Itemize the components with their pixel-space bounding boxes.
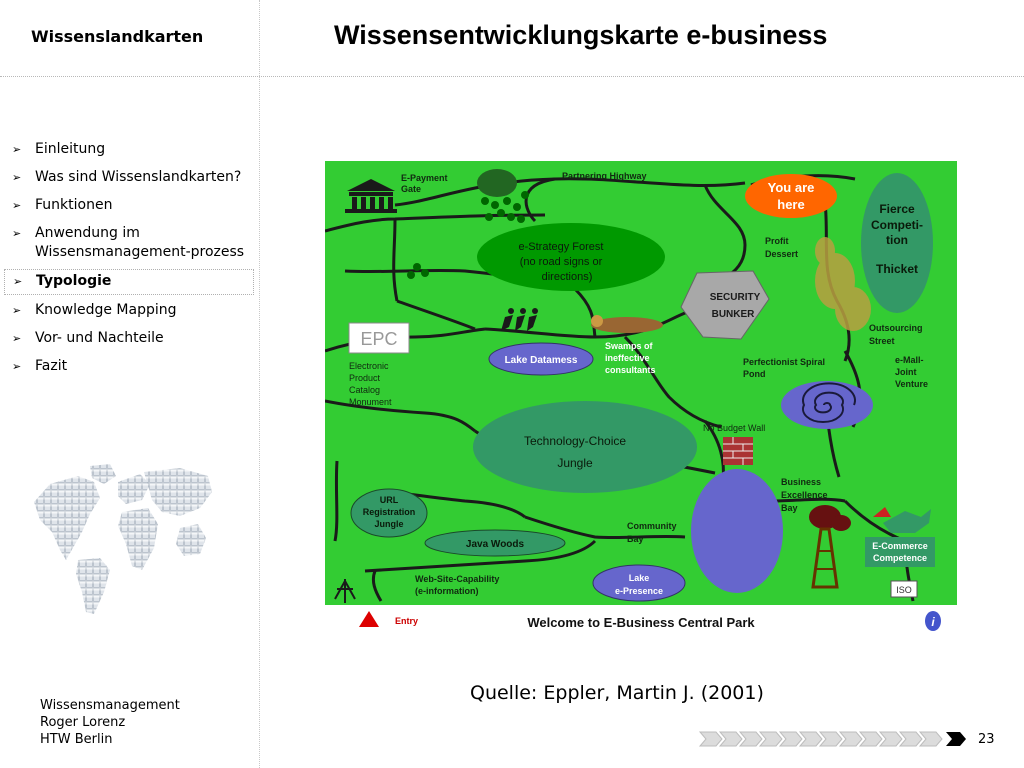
nav-item-einleitung[interactable]: [4, 138, 254, 162]
you-are-here-label-1: You are: [767, 180, 815, 195]
nav-item-label: Einleitung: [35, 141, 106, 157]
lake-presence-label-1: Lake: [628, 573, 650, 583]
header-divider: [0, 76, 1024, 77]
fierce-label-1: Fierce: [879, 202, 915, 216]
swamps-label-3: consultants: [605, 365, 656, 375]
strategy-label-2: (no road signs or: [519, 256, 603, 268]
profit-label-2: Dessert: [765, 249, 799, 259]
nav-item-was-sind[interactable]: [4, 166, 254, 190]
perfectionist-label-1: Perfectionist Spiral: [743, 357, 826, 367]
arrow-bullet-icon: ➢: [12, 227, 22, 240]
nav-item-label: Knowledge Mapping: [35, 302, 177, 318]
nav-item-label: Was sind Wissenslandkarten?: [35, 169, 242, 185]
website-label-1: Web-Site-Capability: [415, 574, 500, 584]
arrow-bullet-icon: ➢: [12, 199, 22, 212]
fierce-label-4: Thicket: [875, 262, 919, 276]
arrow-bullet-icon: ➢: [12, 171, 22, 184]
website-label-2: (e-information): [415, 586, 479, 596]
section-title: Wissenslandkarten: [31, 27, 204, 46]
sidebar-nav: [4, 138, 254, 383]
e-payment-label-1: E-Payment: [401, 173, 448, 183]
strategy-label-3: directions): [541, 271, 593, 283]
chevron-bar-icon: [698, 731, 968, 747]
security-label-2: BUNKER: [711, 309, 755, 320]
e-payment-label-2: Gate: [401, 184, 422, 194]
nav-item-label: Vor- und Nachteile: [35, 330, 164, 346]
strategy-label-1: e-Strategy Forest: [518, 241, 604, 253]
brick-wall-icon: [723, 437, 753, 465]
svg-text:i: i: [931, 615, 935, 629]
lake-datamess-label: Lake Datamess: [504, 355, 578, 366]
sidebar-divider: [259, 0, 260, 768]
nav-item-label: Funktionen: [35, 197, 113, 213]
you-are-here-label-2: here: [777, 197, 805, 212]
business-bay-label-3: Bay: [781, 503, 798, 513]
swamps-label-1: Swamps of: [605, 341, 653, 351]
footer-line-course: Wissensmanagement: [40, 698, 180, 713]
epc-monument-label-3: Catalog: [349, 385, 381, 395]
epc-label: EPC: [360, 329, 398, 349]
outsourcing-label-1: Outsourcing: [869, 323, 923, 333]
business-bay-label-2: Excellence: [781, 490, 828, 500]
security-label-1: SECURITY: [709, 292, 761, 303]
nav-item-label: Anwendung im Wissensmanagement-prozess: [35, 225, 245, 260]
partnering-highway-label: Partnering Highway: [562, 171, 647, 181]
profit-label-1: Profit: [765, 236, 789, 246]
swamps-label-2: ineffective: [605, 353, 650, 363]
nav-item-typologie[interactable]: [4, 269, 254, 295]
perfectionist-label-2: Pond: [743, 369, 766, 379]
footer-line-author: Roger Lorenz: [40, 715, 126, 730]
nav-item-fazit[interactable]: [4, 355, 254, 379]
lake-presence-label-2: e-Presence: [614, 586, 664, 596]
arrow-bullet-icon: ➢: [12, 304, 22, 317]
community-bay-label-1: Community: [627, 521, 677, 531]
outsourcing-label-2: Street: [869, 336, 895, 346]
world-map-icon: [30, 462, 215, 622]
business-bay-label-1: Business: [781, 477, 822, 487]
arrow-bullet-icon: ➢: [12, 143, 22, 156]
url-label-3: Jungle: [374, 519, 404, 529]
emall-label-3: Venture: [895, 379, 929, 389]
nav-item-funktionen[interactable]: [4, 194, 254, 218]
welcome-label: Welcome to E-Business Central Park: [527, 615, 755, 630]
nav-item-vor-nachteile[interactable]: [4, 327, 254, 351]
no-budget-label: No Budget Wall: [703, 423, 766, 433]
info-icon: [925, 611, 941, 631]
arrow-bullet-icon: ➢: [12, 332, 22, 345]
url-label-2: Registration: [362, 507, 416, 517]
nav-item-label: Typologie: [36, 273, 112, 289]
nav-item-knowledge-mapping[interactable]: [4, 299, 254, 323]
footer-info: [40, 697, 180, 748]
arrow-bullet-icon: ➢: [13, 275, 23, 288]
entry-label: Entry: [395, 616, 419, 626]
fierce-label-2: Competi-: [871, 218, 923, 232]
business-excellence-bay: [691, 469, 783, 593]
url-label-1: URL: [379, 495, 399, 505]
page-number: 23: [978, 732, 995, 747]
fierce-label-3: tion: [886, 233, 908, 247]
epc-monument-label-1: Electronic: [349, 361, 389, 371]
emall-label-1: e-Mall-: [895, 355, 924, 365]
iso-label: ISO: [896, 585, 912, 595]
tech-choice-label-2: Jungle: [557, 456, 593, 470]
community-bay-label-2: Bay: [627, 534, 644, 544]
tech-choice-label-1: Technology-Choice: [523, 434, 627, 448]
epc-monument-label-4: Monument: [349, 397, 392, 407]
footer-line-school: HTW Berlin: [40, 732, 113, 747]
spiral-pond-icon: [781, 381, 873, 429]
nav-item-anwendung[interactable]: [4, 222, 254, 265]
java-woods-label: Java Woods: [465, 539, 525, 550]
arrow-bullet-icon: ➢: [12, 360, 22, 373]
emall-label-2: Joint: [895, 367, 917, 377]
ecommerce-label-1: E-Commerce: [872, 541, 928, 551]
nav-item-label: Fazit: [35, 358, 68, 374]
ecommerce-label-2: Competence: [872, 553, 928, 563]
knowledge-map: [325, 161, 959, 633]
source-citation: Quelle: Eppler, Martin J. (2001): [470, 682, 764, 704]
epc-monument-label-2: Product: [349, 373, 381, 383]
page-title: Wissensentwicklungskarte e-business: [334, 20, 828, 50]
